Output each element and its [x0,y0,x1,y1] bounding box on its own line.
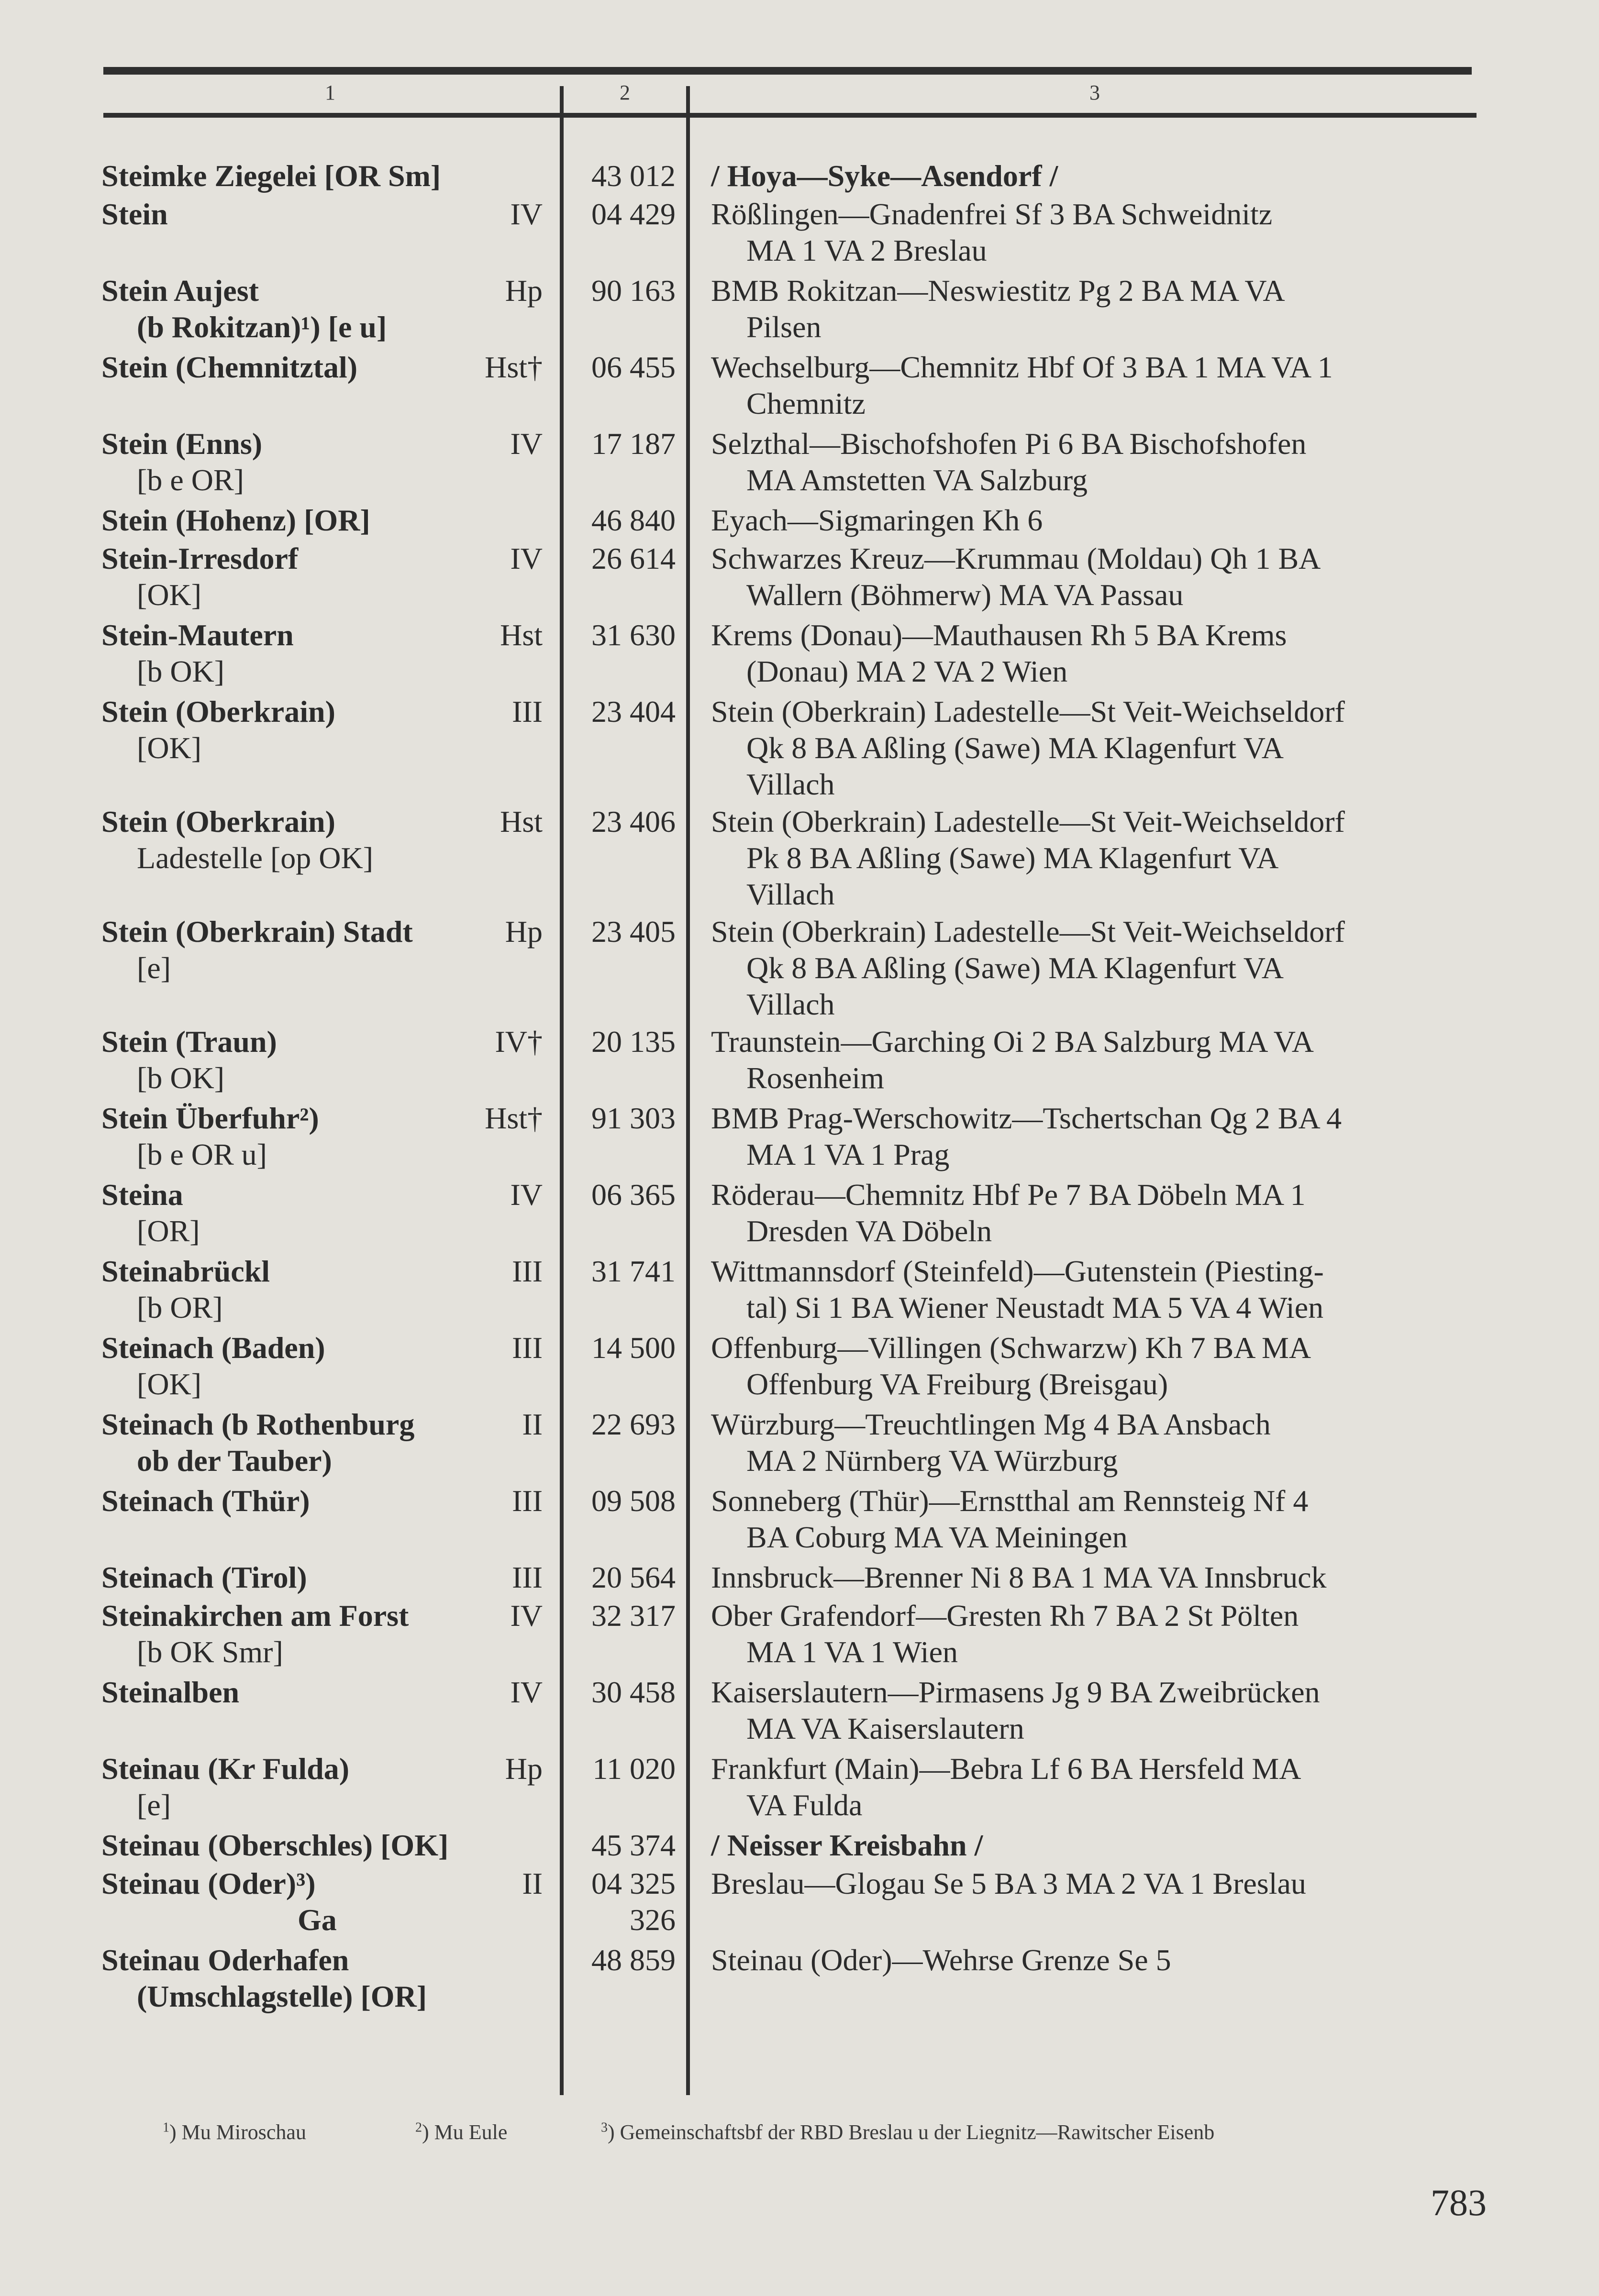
station-name: Steinau (Oberschles) [OK] [101,1828,449,1862]
station-number: 31 630 [591,618,676,652]
station-number: 14 500 [591,1331,676,1365]
station-name-continued: (Umschlagstelle) [OR] [137,1979,427,2013]
station-name-continued: [OK] [137,578,202,612]
station-class: IV [510,1178,543,1212]
station-number: 46 840 [591,503,676,537]
station-name-continued: [b OK Smr] [137,1635,283,1669]
route-description: Eyach—Sigmaringen Kh 6 [711,503,1043,537]
route-description: Innsbruck—Brenner Ni 8 BA 1 MA VA Innsbruck [711,1560,1327,1594]
station-name: Steinau Oderhafen [101,1943,349,1977]
route-description: / Hoya—Syke—Asendorf / [711,159,1058,193]
route-description: Breslau—Glogau Se 5 BA 3 MA 2 VA 1 Breslau [711,1866,1306,1900]
station-class: III [512,1331,543,1365]
station-name: Steinabrückl [101,1254,270,1288]
station-class: Hp [505,274,543,308]
station-name-continued: [b e OR u] [137,1137,267,1171]
station-number: 04 429 [591,197,676,231]
route-description: Kaiserslautern—Pirmasens Jg 9 BA Zweibrücken [711,1675,1320,1709]
route-description-continued: MA 2 Nürnberg VA Würzburg [746,1444,1118,1478]
station-class: IV [510,1599,543,1633]
station-name: Steimke Ziegelei [OR Sm] [101,159,441,193]
table-row [0,1942,1599,2052]
station-name-continued: [e] [137,1788,171,1822]
station-number: 45 374 [591,1828,676,1862]
station-name-continued: Ladestelle [op OK] [137,841,374,875]
station-class: III [512,695,543,729]
route-description-continued: VA Fulda [746,1788,863,1822]
station-class: IV [510,427,543,461]
route-description: Traunstein—Garching Oi 2 BA Salzburg MA VA [711,1025,1314,1059]
route-description: Selzthal—Bischofshofen Pi 6 BA Bischofshofen [711,427,1307,461]
station-number: 26 614 [591,541,676,575]
station-number: 30 458 [591,1675,676,1709]
station-number: 48 859 [591,1943,676,1977]
route-description-line3: Villach [746,767,835,801]
station-class: Hst† [485,350,543,384]
route-description-continued: BA Coburg MA VA Meiningen [746,1520,1128,1554]
station-name: Steinach (Thür) [101,1484,310,1518]
route-description-continued: MA VA Kaiserslautern [746,1711,1024,1745]
top-thick-rule [103,67,1472,75]
station-name: Stein (Oberkrain) [101,805,335,839]
station-name-continued: [OK] [137,731,202,765]
station-number: 06 455 [591,350,676,384]
route-description-continued: Wallern (Böhmerw) MA VA Passau [746,578,1184,612]
station-name: Stein-Mautern [101,618,294,652]
table-row [0,914,1599,1024]
station-name-continued: (b Rokitzan)¹) [e u] [137,310,387,344]
station-number-extra: 326 [630,1903,676,1937]
station-number: 20 564 [591,1560,676,1594]
station-number: 91 303 [591,1101,676,1135]
route-description-continued: Rosenheim [746,1061,884,1095]
table-row [0,804,1599,914]
station-class: II [522,1866,543,1900]
station-name: Steinach (Baden) [101,1331,325,1365]
station-number: 22 693 [591,1407,676,1441]
route-description-continued: Qk 8 BA Aßling (Sawe) MA Klagenfurt VA [746,951,1284,985]
route-description-continued: MA Amstetten VA Salzburg [746,463,1088,497]
station-name: Steinau (Kr Fulda) [101,1752,349,1786]
station-number: 23 406 [591,805,676,839]
route-description-continued: Qk 8 BA Aßling (Sawe) MA Klagenfurt VA [746,731,1284,765]
station-name: Stein-Irresdorf [101,541,299,575]
station-number: 20 135 [591,1025,676,1059]
route-description: Sonneberg (Thür)—Ernstthal am Rennsteig Nf 4 [711,1484,1309,1518]
station-class: IV† [495,1025,543,1059]
station-class: III [512,1254,543,1288]
route-description-continued: Dresden VA Döbeln [746,1214,992,1248]
station-number: 11 020 [592,1752,676,1786]
station-name: Stein (Oberkrain) [101,695,335,729]
station-class: Hst [500,618,543,652]
route-description-continued: MA 1 VA 1 Prag [746,1137,950,1171]
station-name: Steinach (Tirol) [101,1560,307,1594]
station-class: Hst† [485,1101,543,1135]
station-name: Stein (Chemnitztal) [101,350,358,384]
station-name: Stein Aujest [101,274,259,308]
station-class: III [512,1560,543,1594]
station-class: Hp [505,1752,543,1786]
route-description-continued: MA 1 VA 2 Breslau [746,233,987,267]
route-description: Würzburg—Treuchtlingen Mg 4 BA Ansbach [711,1407,1271,1441]
station-class: Hp [505,915,543,949]
route-description: Röderau—Chemnitz Hbf Pe 7 BA Döbeln MA 1 [711,1178,1306,1212]
station-name: Stein (Hohenz) [OR] [101,503,370,537]
station-class: IV [510,541,543,575]
route-description-continued: Chemnitz [746,386,866,420]
station-name: Stein (Oberkrain) Stadt [101,915,413,949]
station-name-continued: [b e OR] [137,463,244,497]
column-header-3: 3 [1089,81,1100,104]
station-name: Steina [101,1178,183,1212]
route-description-continued: Pilsen [746,310,822,344]
route-description: Stein (Oberkrain) Ladestelle—St Veit-Weichseldorf [711,805,1345,839]
station-class: III [512,1484,543,1518]
station-class: II [522,1407,543,1441]
route-description-line3: Villach [746,877,835,911]
route-description-continued: Pk 8 BA Aßling (Sawe) MA Klagenfurt VA [746,841,1279,875]
station-number: 90 163 [591,274,676,308]
station-name-continued: [OR] [137,1214,200,1248]
page-number: 783 [1431,2182,1487,2223]
route-description-continued: Offenburg VA Freiburg (Breisgau) [746,1367,1168,1401]
station-name-continued: [OK] [137,1367,202,1401]
column-header-2: 2 [620,81,630,104]
station-class: IV [510,197,543,231]
station-number: 23 405 [591,915,676,949]
station-name: Stein [101,197,168,231]
route-description: Offenburg—Villingen (Schwarzw) Kh 7 BA MA [711,1331,1311,1365]
station-number: 04 325 [591,1866,676,1900]
station-name-continued: [b OR] [137,1291,223,1325]
station-name: Steinalben [101,1675,240,1709]
station-name-continued: ob der Tauber) [137,1444,332,1478]
route-description-continued: tal) Si 1 BA Wiener Neustadt MA 5 VA 4 Wien [746,1291,1324,1325]
route-description: Stein (Oberkrain) Ladestelle—St Veit-Weichseldorf [711,915,1345,949]
route-description: Frankfurt (Main)—Bebra Lf 6 BA Hersfeld MA [711,1752,1301,1786]
route-description: / Neisser Kreisbahn / [711,1828,983,1862]
header-bottom-rule [103,113,1477,118]
station-class: IV [510,1675,543,1709]
station-name: Stein (Traun) [101,1025,277,1059]
station-name: Steinach (b Rothenburg [101,1407,415,1441]
station-name-continued: [b OK] [137,1061,225,1095]
route-description-continued: MA 1 VA 1 Wien [746,1635,958,1669]
station-name-continued: [b OK] [137,654,225,688]
route-description: BMB Prag-Werschowitz—Tschertschan Qg 2 BA 4 [711,1101,1342,1135]
route-description: Wittmannsdorf (Steinfeld)—Gutenstein (Piesting- [711,1254,1324,1288]
route-description-continued: (Donau) MA 2 VA 2 Wien [746,654,1068,688]
route-description: Ober Grafendorf—Gresten Rh 7 BA 2 St Pölten [711,1599,1299,1633]
footnote-2: $^2$) Mu Eule [415,2120,508,2144]
station-name: Steinau (Oder)³) [101,1866,316,1900]
route-description: Stein (Oberkrain) Ladestelle—St Veit-Weichseldorf [711,695,1345,729]
column-header-1: 1 [325,81,335,104]
station-number: 17 187 [591,427,676,461]
route-description: BMB Rokitzan—Neswiestitz Pg 2 BA MA VA [711,274,1285,308]
station-name: Stein Überfuhr²) [101,1101,319,1135]
route-description: Steinau (Oder)—Wehrse Grenze Se 5 [711,1943,1171,1977]
station-name-continued: Ga [298,1903,337,1937]
table-row [0,694,1599,804]
route-description: Schwarzes Kreuz—Krummau (Moldau) Qh 1 BA [711,541,1321,575]
route-description: Krems (Donau)—Mauthausen Rh 5 BA Krems [711,618,1287,652]
station-number: 23 404 [591,695,676,729]
station-class: Hst [500,805,543,839]
route-description: Rößlingen—Gnadenfrei Sf 3 BA Schweidnitz [711,197,1273,231]
station-number: 09 508 [591,1484,676,1518]
station-name: Steinakirchen am Forst [101,1599,409,1633]
station-number: 43 012 [591,159,676,193]
route-description: Wechselburg—Chemnitz Hbf Of 3 BA 1 MA VA 1 [711,350,1333,384]
station-number: 31 741 [591,1254,676,1288]
station-name-continued: [e] [137,951,171,985]
station-number: 32 317 [591,1599,676,1633]
footnote-3: $^3$) Gemeinschaftsbf der RBD Breslau u der Liegnitz—Rawitscher Eisenb [601,2120,1215,2144]
route-description-line3: Villach [746,987,835,1021]
station-number: 06 365 [591,1178,676,1212]
station-name: Stein (Enns) [101,427,263,461]
footnote-1: $^1$) Mu Miroschau [163,2120,306,2144]
